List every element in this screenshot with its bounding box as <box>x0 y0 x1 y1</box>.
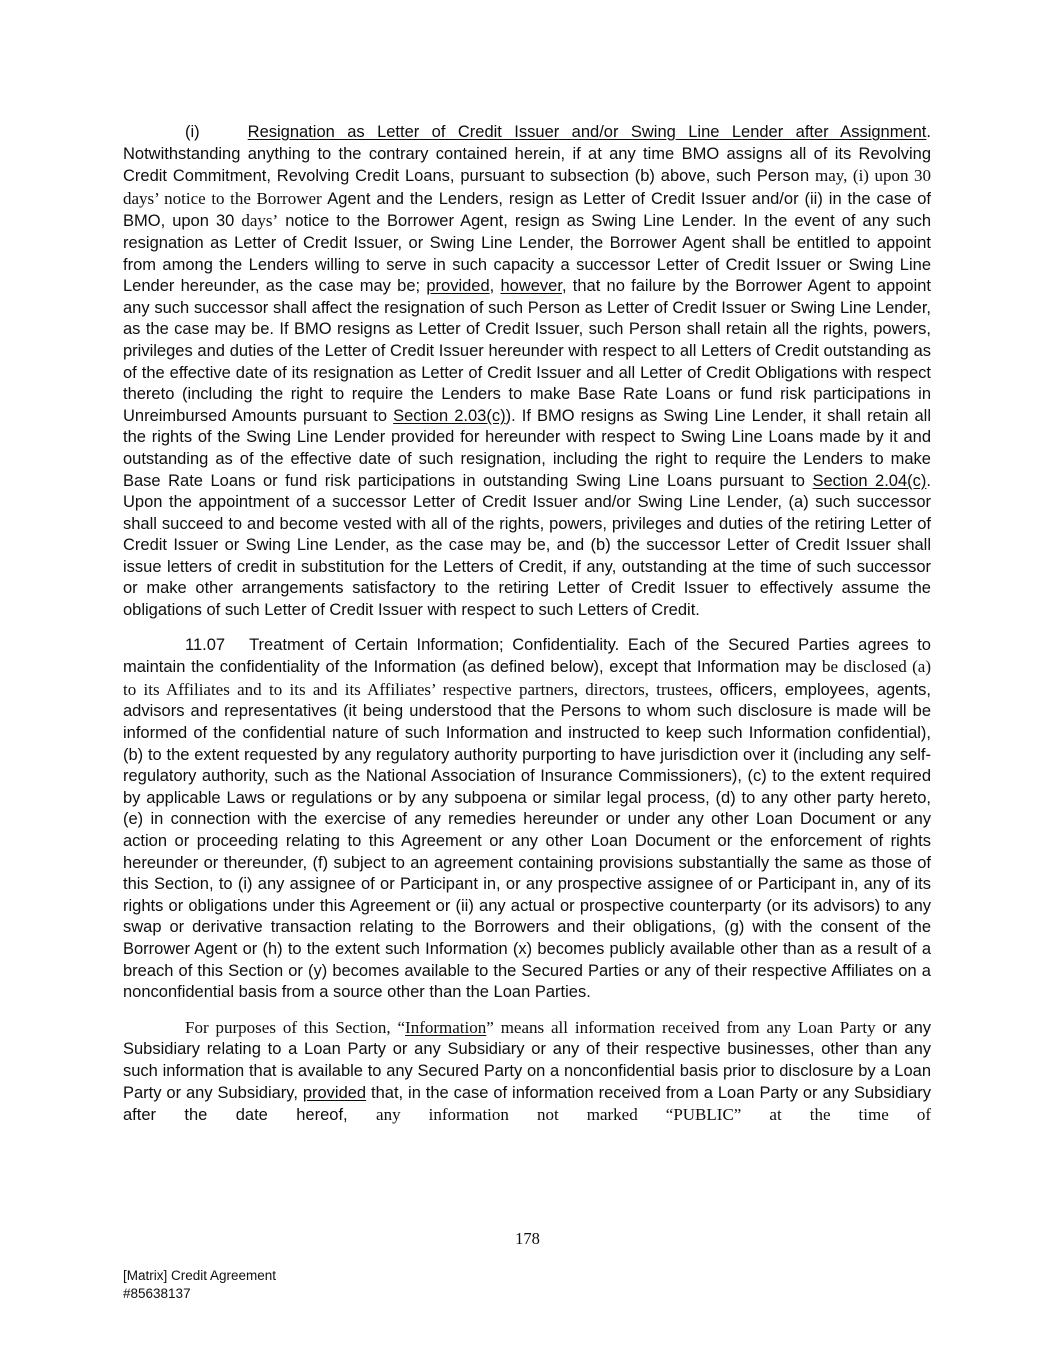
text-segment: may, (i) upon 30 days’ notice to the Borrower <box>123 166 932 208</box>
text-segment: officers, employees, agents, advisors and representatives (it being understood that the Persons to whom such disclosure is made will be informed of the confidential nature of such Information and instructed to keep such Information confidential), (b) to the extent requested by any regulatory authority purporting to have jurisdiction over it (including any self-regulatory authority, such as the National Association of Insurance Commissioners), (c) to the extent required by applicable Laws or regulations or by any subpoena or similar legal process, (d) to any other party hereto, (e) in connection with the exercise of any remedies hereunder or under any other Loan Document or any action or proceeding relating to this Agreement or any other Loan Document or the enforcement of rights hereunder or thereunder, (f) subject to an agreement containing provisions substantially the same as those of this Section, to (i) any assignee of or Participant in, or any prospective assignee of or Participant in, any of its rights or obligations under this Agreement or (ii) any actual or prospective counterparty (or its advisors) to any swap or derivative transaction relating to the Borrowers and their obligations, (g) with the consent of the Borrower Agent or (h) to the extent such Information (x) becomes publicly available other than as a result of a breach of this Section or (y) becomes available to the Secured Parties or any of their respective Affiliates on a nonconfidential basis from a source other than the Loan Parties. <box>123 680 932 1002</box>
para-information-definition <box>123 1017 931 1127</box>
text-segment: , <box>489 277 501 296</box>
text-segment: Agent and the Lenders, resign as Letter of Credit Issuer and/or (ii) in the case of BMO, upon 30 <box>123 189 931 231</box>
text-segment: Section 2.04(c) <box>812 471 927 490</box>
text-segment: any information not marked “PUBLIC” at the time of <box>376 1105 931 1125</box>
text-segment: Treatment of Certain Information; Confidentiality. Each of the Secured Parties agrees to maintain the confidentiality of the Information (as defined below), except that Information may <box>123 635 931 677</box>
text-segment: days’ <box>241 211 279 231</box>
footer-doc-title: [Matrix] Credit Agreement <box>123 1268 277 1283</box>
text-segment: ” means all information received from any Loan Party <box>486 1017 883 1037</box>
page-number: 178 <box>515 1229 540 1248</box>
page-footer <box>123 1267 276 1303</box>
text-segment: 11.07 <box>185 635 226 654</box>
text-segment: . Notwithstanding anything to the contrary contained herein, if at any time BMO assigns all of its Revolving Credit Commitment, Revolving Credit Loans, pursuant to subsection (b) above, such Person <box>123 123 931 186</box>
text-segment: be disclosed (a) to its Affiliates and to its and its Affiliates’ respective partners, directors, trustees, <box>123 657 931 699</box>
text-segment: or any Subsidiary relating to a Loan Party or any Subsidiary or any of their respective businesses, other than any such information that is available to any Secured Party on a nonconfidential basis prior to disclosure by a Loan Party or any Subsidiary, <box>123 1018 932 1102</box>
text-segment: For purposes of this Section, “ <box>185 1017 406 1037</box>
text-segment: provided <box>302 1083 367 1102</box>
text-segment: provided <box>426 277 490 296</box>
text-segment: (i) <box>185 123 200 141</box>
para-confidentiality <box>123 635 931 1004</box>
text-segment: that, in the case of information received from a Loan Party or any Subsidiary after the date hereof, <box>123 1083 931 1125</box>
text-segment: Resignation as Letter of Credit Issuer and/or Swing Line Lender after Assignment <box>247 123 927 141</box>
para-resignation-clause <box>123 122 931 622</box>
text-segment: Information <box>405 1017 487 1037</box>
text-segment: . Upon the appointment of a successor Letter of Credit Issuer and/or Swing Line Lender, (a) such successor shall succeed to and become vested with all of the rights, powers, privileges and duties of the retiring Letter of Credit Issuer or Swing Line Lender, as the case may be, and (b) the successor Letter of Credit Issuer shall issue letters of credit in substitution for the Letters of Credit, if any, outstanding at the time of such successor or make other arrangements satisfactory to the retiring Letter of Credit Issuer to effectively assume the obligations of such Letter of Credit Issuer with respect to such Letters of Credit. <box>123 471 931 620</box>
text-segment: however <box>500 277 562 296</box>
footer-doc-number: #85638137 <box>123 1286 191 1301</box>
tab-spacer <box>225 635 249 636</box>
document-body <box>123 122 931 1140</box>
text-segment: notice to the Borrower Agent, resign as Swing Line Lender. In the event of any such resignation as Letter of Credit Issuer, or Swing Line Lender, the Borrower Agent shall be entitled to appoint from among the Lenders willing to serve in such capacity a successor Letter of Credit Issuer or Swing Line Lender hereunder, as the case may be; <box>123 212 932 296</box>
tab-spacer <box>200 122 248 123</box>
text-segment: , that no failure by the Borrower Agent to appoint any such successor shall affect the resignation of such Person as Letter of Credit Issuer or Swing Line Lender, as the case may be. If BMO resigns as Letter of Credit Issuer, such Person shall retain all the rights, powers, privileges and duties of the Letter of Credit Issuer hereunder with respect to all Letters of Credit outstanding as of the effective date of its resignation as Letter of Credit Issuer and all Letter of Credit Obligations with respect thereto (including the right to require the Lenders to make Base Rate Loans or fund risk participations in Unreimbursed Amounts pursuant to <box>123 277 931 425</box>
text-segment: Section 2.03(c) <box>393 406 506 425</box>
text-segment: ). If BMO resigns as Swing Line Lender, it shall retain all the rights of the Swing Line Lender provided for hereunder with respect to Swing Line Loans made by it and outstanding as of the effective date of such resignation, including the right to require the Lenders to make Base Rate Loans or fund risk participations in outstanding Swing Line Loans pursuant to <box>123 406 931 490</box>
